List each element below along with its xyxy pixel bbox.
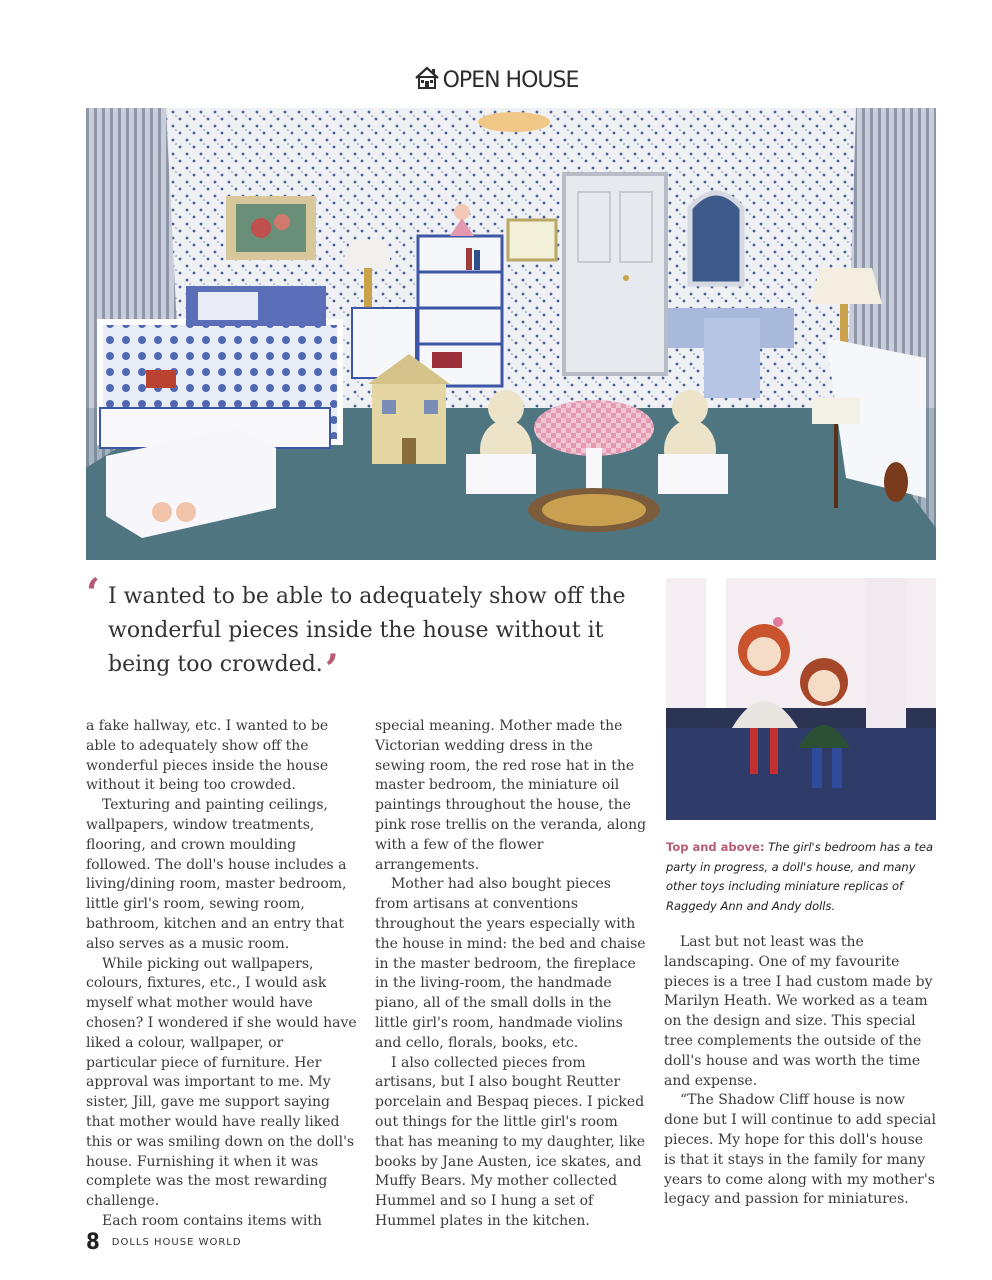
raggedy-dolls-photo — [666, 578, 936, 820]
page-number: 8 — [86, 1229, 100, 1255]
page-footer — [86, 1228, 242, 1256]
close-quote-icon: ’ — [324, 646, 339, 693]
paragraph: “The Shadow Cliff house is now done but I will continue to add special pieces. My hope for this doll's house is that it stays in the family for many years to come along with my mother's legacy and passion for miniatures. — [664, 1092, 937, 1208]
paragraph: Last but not least was the landscaping. One of my favourite pieces is a tree I had custom made by Marilyn Heath. We worked as a team on the design and size. This special tree complements the outside of the doll's house and was worth the time and expense. — [664, 934, 933, 1089]
paragraph: Mother had also bought pieces from artisans at conventions throughout the years especially with the house in mind: the bed and chaise in the master bedroom, the fireplace in the living-room, the handmade piano, all of the small dolls in the little girl's room, handmade violins and cello, florals, books, etc. — [375, 876, 646, 1051]
paragraph: a fake hallway, etc. I wanted to be able to adequately show off the wonderful pieces inside the house without it being too crowded. — [86, 718, 329, 794]
paragraph: Each room contains items with — [102, 1212, 322, 1229]
pull-quote-text: I wanted to be able to adequately show off the wonderful pieces inside the house without it being too crowded. — [108, 584, 626, 677]
photo-caption — [666, 838, 938, 916]
caption-lead: Top and above: — [666, 840, 765, 854]
paragraph: I also collected pieces from artisans, but I also bought Reutter porcelain and Bespaq pieces. I picked out things for the little girl's room that has meaning to my daughter, like books by Jane Austen, ice skates, and Muffy Bears. My mother collected Hummel and so I hung a set of Hummel plates in the kitchen. — [375, 1054, 646, 1229]
text-column-3 — [664, 933, 936, 1210]
paragraph: Texturing and painting ceilings, wallpapers, window treatments, flooring, and crown moulding followed. The doll's house includes a living/dining room, master bedroom, little girl's room, sewing room, bathroom, kitchen and an entry that also serves as a music room. — [86, 797, 347, 952]
section-title: OPEN HOUSE — [442, 68, 579, 93]
magazine-name: DOLLS HOUSE WORLD — [111, 1236, 242, 1248]
text-column-2 — [375, 717, 647, 1232]
pull-quote: ‘ I wanted to be able to adequately show off the wonderful pieces inside the house without it being too crowded.’ — [86, 570, 626, 693]
caption-text: The girl's bedroom has a tea party in progress, a doll's house, and many other toys including miniature replicas of Raggedy Ann and Andy dolls. — [666, 840, 934, 913]
house-icon — [414, 66, 440, 96]
paragraph: While picking out wallpapers, colours, fixtures, etc., I would ask myself what mother would have chosen? I wondered if she would have liked a colour, wallpaper, or particular piece of furniture. Her approval was important to me. My sister, Jill, gave me support saying that mother would have really liked this or was smiling down on the doll's house. Furnishing it when it was complete was the most rewarding challenge. — [86, 955, 357, 1210]
bedroom-photo — [86, 108, 936, 560]
text-column-1 — [86, 717, 358, 1232]
paragraph: special meaning. Mother made the Victorian wedding dress in the sewing room, the red rose hat in the master bedroom, the miniature oil paintings throughout the house, the pink rose trellis on the veranda, along with a few of the flower arrangements. — [375, 718, 647, 873]
section-header — [0, 66, 992, 96]
